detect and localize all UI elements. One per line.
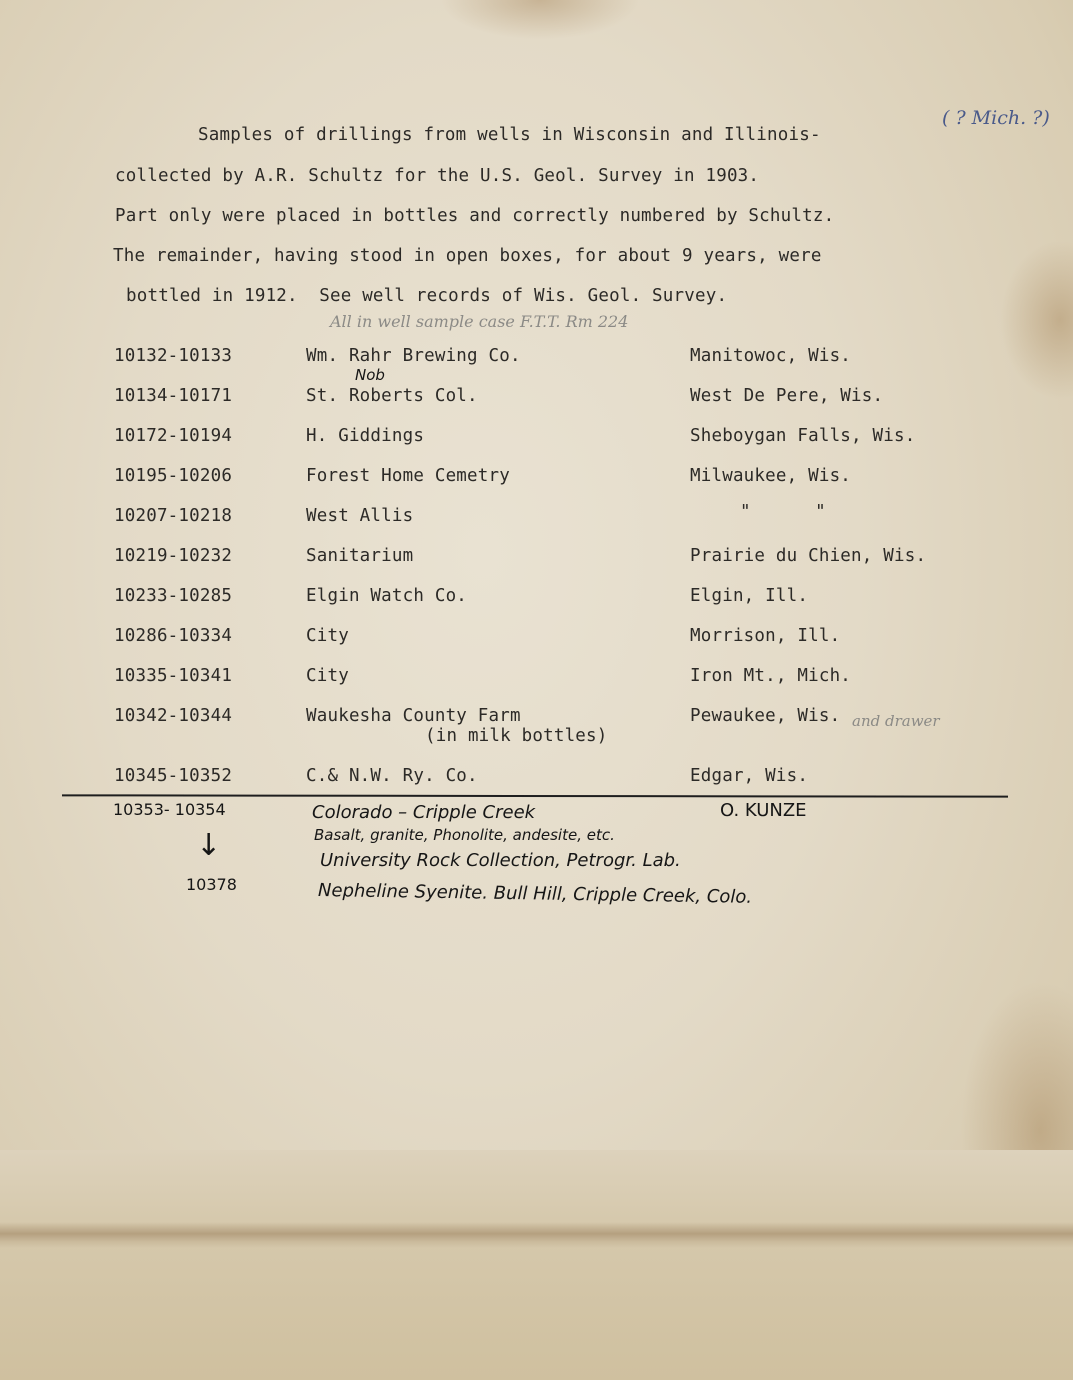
header-line-5: bottled in 1912. See well records of Wis. Geol. Survey. [126, 286, 728, 306]
entry-place-note: and drawer [852, 712, 940, 730]
entry-place: Iron Mt., Mich. [690, 666, 852, 686]
header-line-1: Samples of drillings from wells in Wisconsin and Illinois- [198, 125, 821, 145]
down-arrow-icon: ↓ [196, 828, 222, 863]
pencil-note: All in well sample case F.T.T. Rm 224 [330, 312, 629, 331]
entry-range: 10345-10352 [114, 766, 233, 786]
handwritten-range-end: 10378 [186, 875, 237, 894]
entry-range: 10172-10194 [114, 426, 233, 446]
entry-range: 10195-10206 [114, 466, 233, 486]
entry-place: Edgar, Wis. [690, 766, 809, 786]
entry-range: 10132-10133 [114, 346, 233, 366]
handwritten-collector: O. KUNZE [720, 800, 807, 821]
entry-name: Waukesha County Farm [306, 706, 521, 726]
entry-place: Elgin, Ill. [690, 586, 809, 606]
entry-place: Sheboygan Falls, Wis. [690, 426, 916, 446]
entry-name: West Allis [306, 506, 414, 526]
stain [440, 0, 640, 40]
handwritten-line-4: Nepheline Syenite. Bull Hill, Cripple Creek, Colo. [317, 880, 753, 908]
entry-place-ditto: " " [740, 502, 826, 522]
entry-name: Elgin Watch Co. [306, 586, 468, 606]
handwritten-line-1: Colorado – Cripple Creek [312, 802, 536, 823]
header-line-3: Part only were placed in bottles and correctly numbered by Schultz. [115, 206, 835, 226]
handwritten-line-3: University Rock Collection, Petrogr. Lab. [320, 850, 681, 871]
paper-bottom-band [0, 1150, 1073, 1380]
handwritten-line-2: Basalt, granite, Phonolite, andesite, etc. [314, 826, 615, 844]
entry-range: 10342-10344 [114, 706, 233, 726]
entry-range: 10233-10285 [114, 586, 233, 606]
entry-place: Prairie du Chien, Wis. [690, 546, 927, 566]
entry-place: Pewaukee, Wis. [690, 706, 841, 726]
entry-name-line-2: (in milk bottles) [425, 726, 608, 746]
entry-range: 10286-10334 [114, 626, 233, 646]
entry-range: 10134-10171 [114, 386, 233, 406]
header-line-2: collected by A.R. Schultz for the U.S. Geol. Survey in 1903. [115, 166, 760, 186]
entry-name: Wm. Rahr Brewing Co. [306, 346, 521, 366]
paper-burn-edge [0, 1222, 1073, 1248]
entry-place: Manitowoc, Wis. [690, 346, 852, 366]
entry-place: West De Pere, Wis. [690, 386, 884, 406]
stain [1000, 240, 1073, 400]
header-line-4: The remainder, having stood in open boxes, for about 9 years, were [113, 246, 822, 266]
entry-name: City [306, 626, 349, 646]
entry-name: Forest Home Cemetry [306, 466, 510, 486]
margin-note: ( ? Mich. ?) [942, 107, 1050, 129]
entry-name: C.& N.W. Ry. Co. [306, 766, 478, 786]
entry-range: 10335-10341 [114, 666, 233, 686]
entry-name: Sanitarium [306, 546, 414, 566]
entry-place: Morrison, Ill. [690, 626, 841, 646]
entry-range: 10207-10218 [114, 506, 233, 526]
handwritten-range-start: 10353- 10354 [113, 800, 226, 819]
entry-range: 10219-10232 [114, 546, 233, 566]
divider-line [62, 794, 1008, 797]
entry-name: City [306, 666, 349, 686]
entry-name: St. Roberts Col. [306, 386, 478, 406]
insert-note: Nob [355, 366, 385, 384]
entry-name: H. Giddings [306, 426, 425, 446]
entry-place: Milwaukee, Wis. [690, 466, 852, 486]
